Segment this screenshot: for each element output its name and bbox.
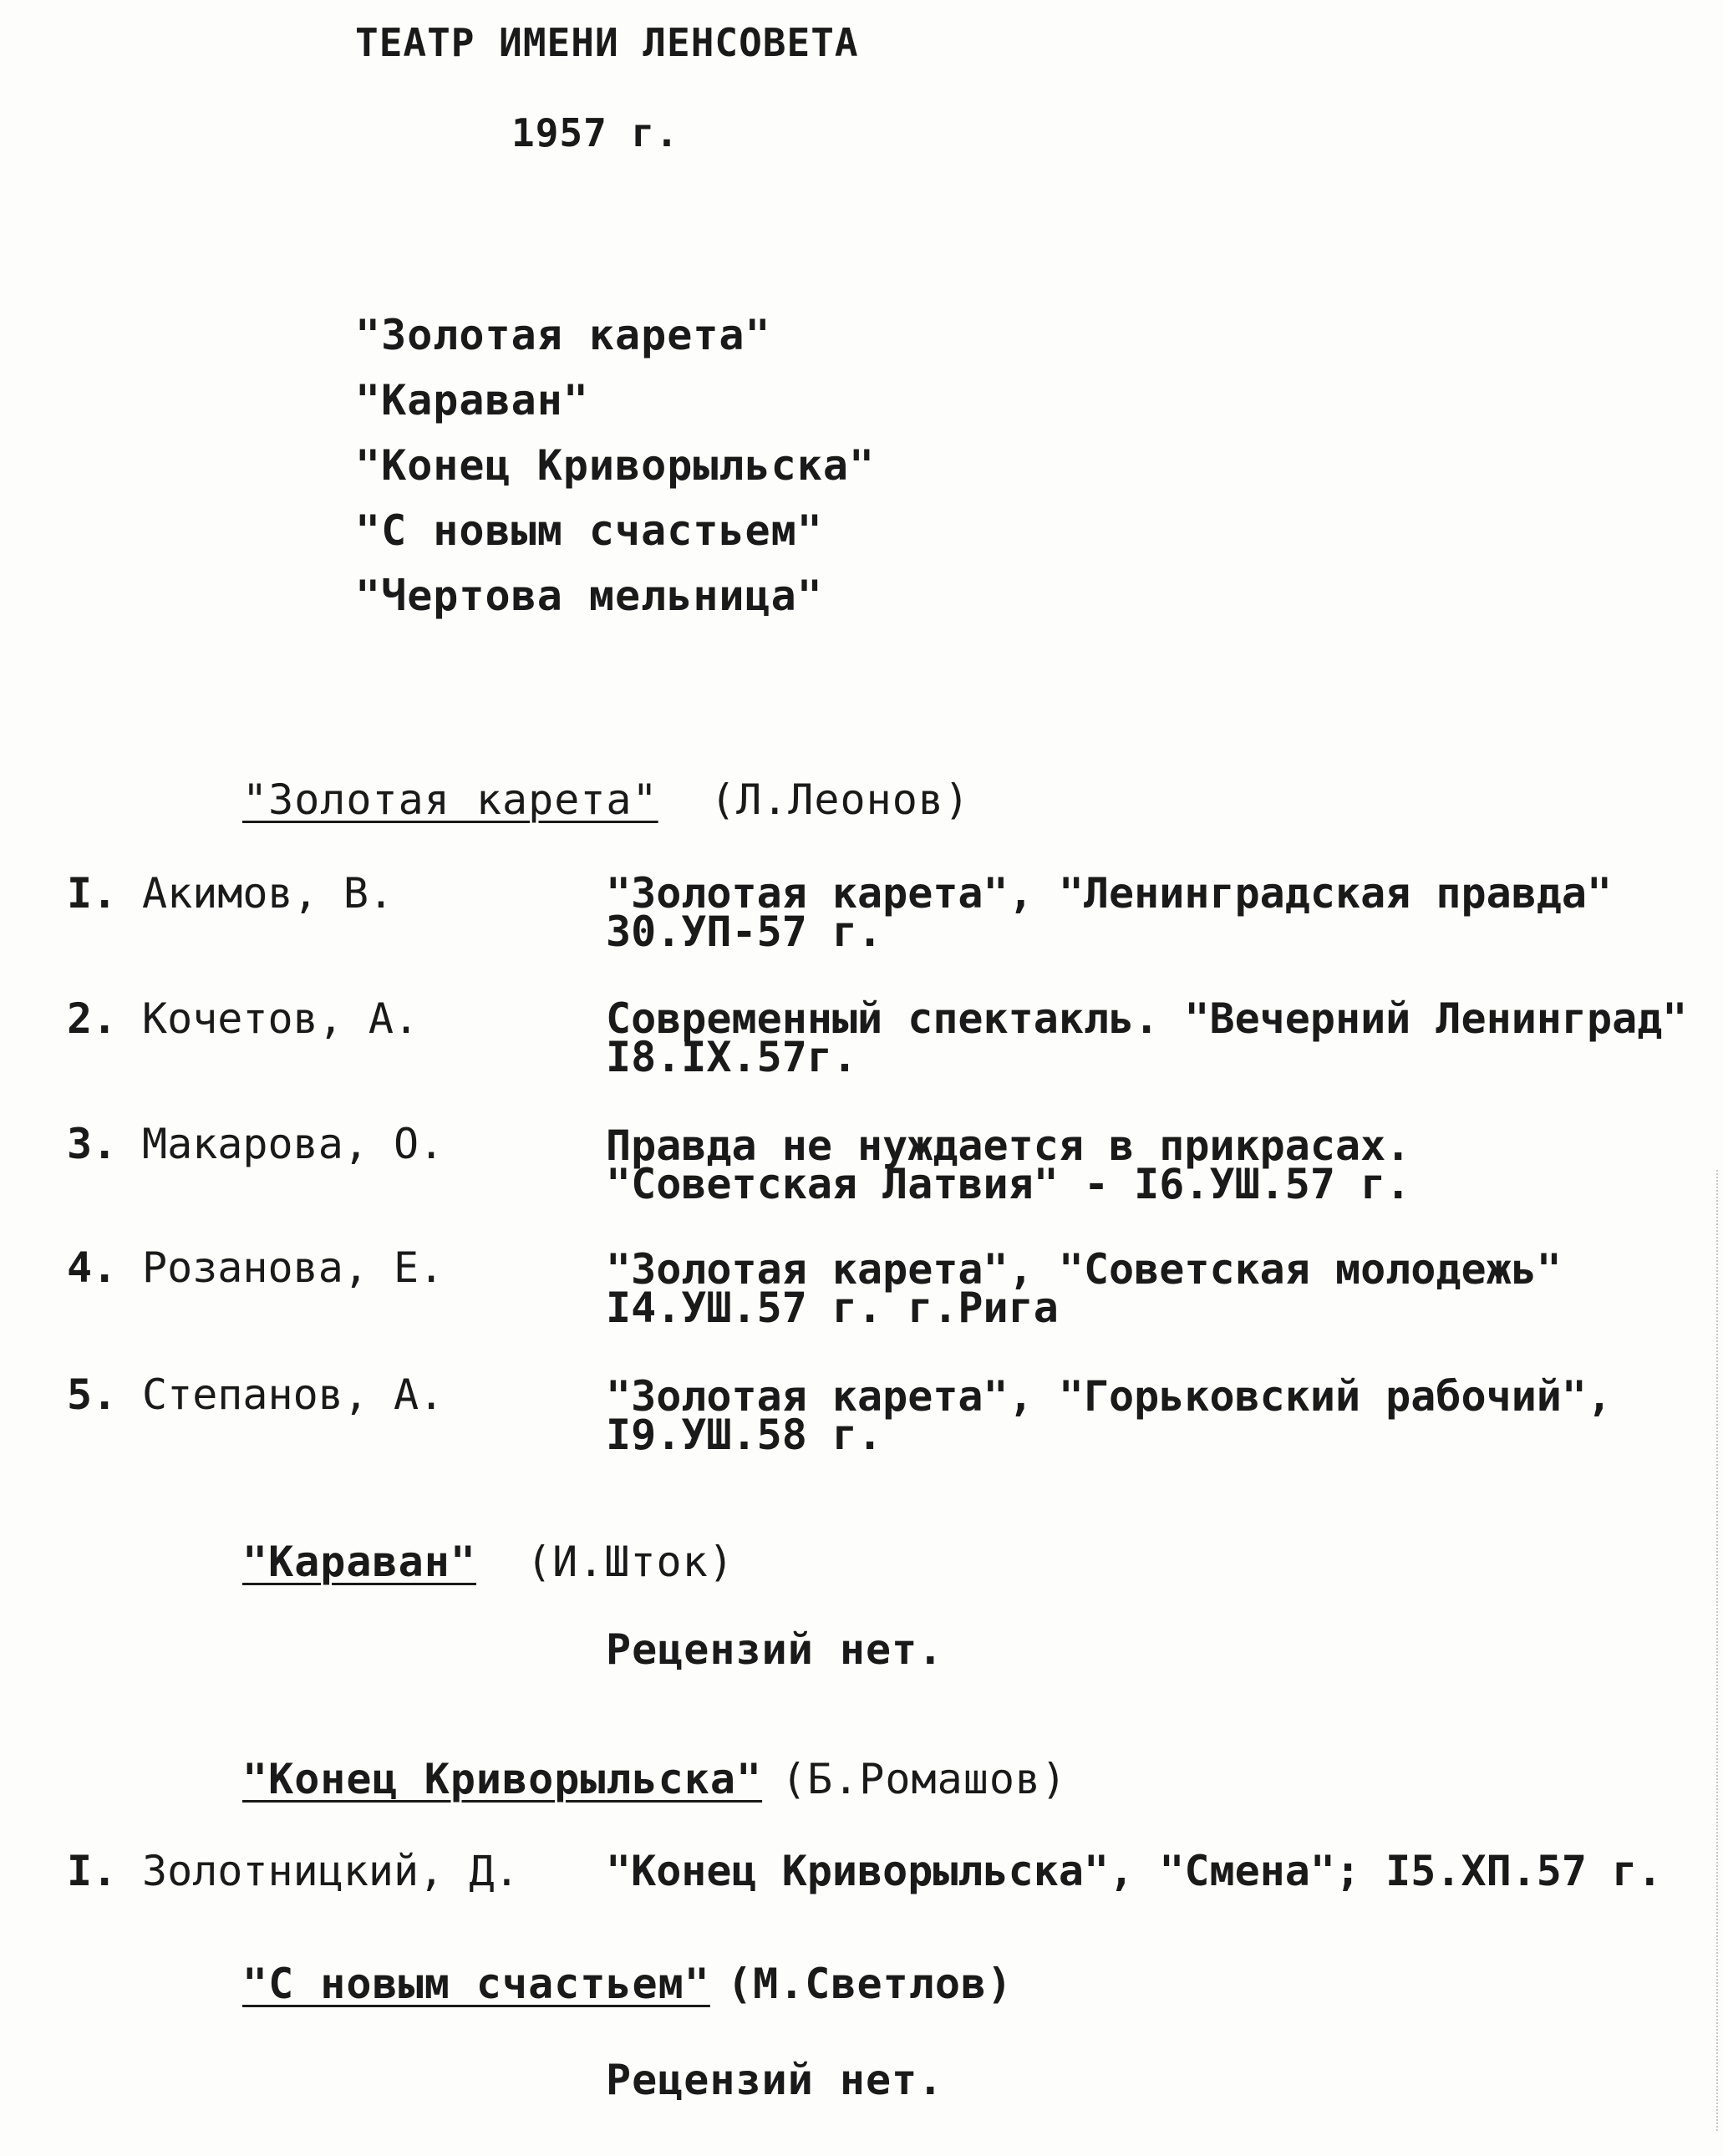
plays-list-item: "Конец Криворыльска" bbox=[355, 441, 876, 490]
section-title: "Золотая карета" bbox=[242, 775, 658, 824]
review-date: I4.УШ.57 г. г.Рига bbox=[606, 1284, 1059, 1332]
review-title: "Золотая карета", "Советская молодежь" bbox=[606, 1245, 1562, 1294]
review-number: I. bbox=[67, 869, 118, 918]
review-date: 30.УП-57 г. bbox=[606, 908, 883, 956]
section-title: "С новым счастьем" bbox=[242, 1960, 710, 2008]
document-year: 1957 г. bbox=[511, 110, 679, 155]
reviewer-name: Акимов, В. bbox=[142, 869, 394, 918]
section-title: "Караван" bbox=[242, 1538, 476, 1586]
review-date: I8.IX.57г. bbox=[606, 1033, 858, 1081]
plays-list-item: "Золотая карета" bbox=[355, 311, 771, 359]
margin-dots bbox=[1715, 1170, 1718, 2131]
reviewer-name: Кочетов, А. bbox=[142, 994, 419, 1043]
review-title: "Конец Криворыльска", "Смена"; I5.XП.57 г. bbox=[606, 1847, 1663, 1895]
review-number: 5. bbox=[67, 1370, 118, 1419]
reviewer-name: Степанов, А. bbox=[142, 1370, 445, 1419]
section-note: Рецензий нет. bbox=[606, 2056, 944, 2104]
review-date: I9.УШ.58 г. bbox=[606, 1411, 883, 1459]
review-title: "Золотая карета", "Горьковский рабочий", bbox=[606, 1372, 1613, 1421]
theatre-title: ТЕАТР ИМЕНИ ЛЕНСОВЕТА bbox=[355, 20, 859, 65]
review-title: "Золотая карета", "Ленинградская правда" bbox=[606, 869, 1613, 918]
review-number: 2. bbox=[67, 994, 118, 1043]
section-author: (Б.Ромашов) bbox=[781, 1755, 1068, 1803]
review-number: I. bbox=[67, 1847, 118, 1895]
reviewer-name: Розанова, Е. bbox=[142, 1243, 445, 1292]
review-number: 3. bbox=[67, 1120, 118, 1168]
plays-list-item: "Караван" bbox=[355, 376, 589, 425]
section-title: "Конец Криворыльска" bbox=[242, 1755, 763, 1803]
review-title: Правда не нуждается в прикрасах. bbox=[606, 1121, 1411, 1170]
plays-list-item: "С новым счастьем" bbox=[355, 506, 823, 555]
plays-list-item: "Чертова мельница" bbox=[355, 572, 823, 620]
section-author: (Л.Леонов) bbox=[710, 775, 971, 824]
review-title: Современный спектакль. "Вечерний Ленинград" bbox=[606, 994, 1688, 1043]
review-number: 4. bbox=[67, 1243, 118, 1292]
reviewer-name: Макарова, О. bbox=[142, 1120, 445, 1168]
reviewer-name: Золотницкий, Д. bbox=[142, 1847, 520, 1895]
section-note: Рецензий нет. bbox=[606, 1625, 944, 1674]
section-author: (М.Светлов) bbox=[727, 1960, 1014, 2008]
review-date: "Советская Латвия" - I6.УШ.57 г. bbox=[606, 1160, 1411, 1208]
section-author: (И.Шток) bbox=[526, 1538, 734, 1586]
